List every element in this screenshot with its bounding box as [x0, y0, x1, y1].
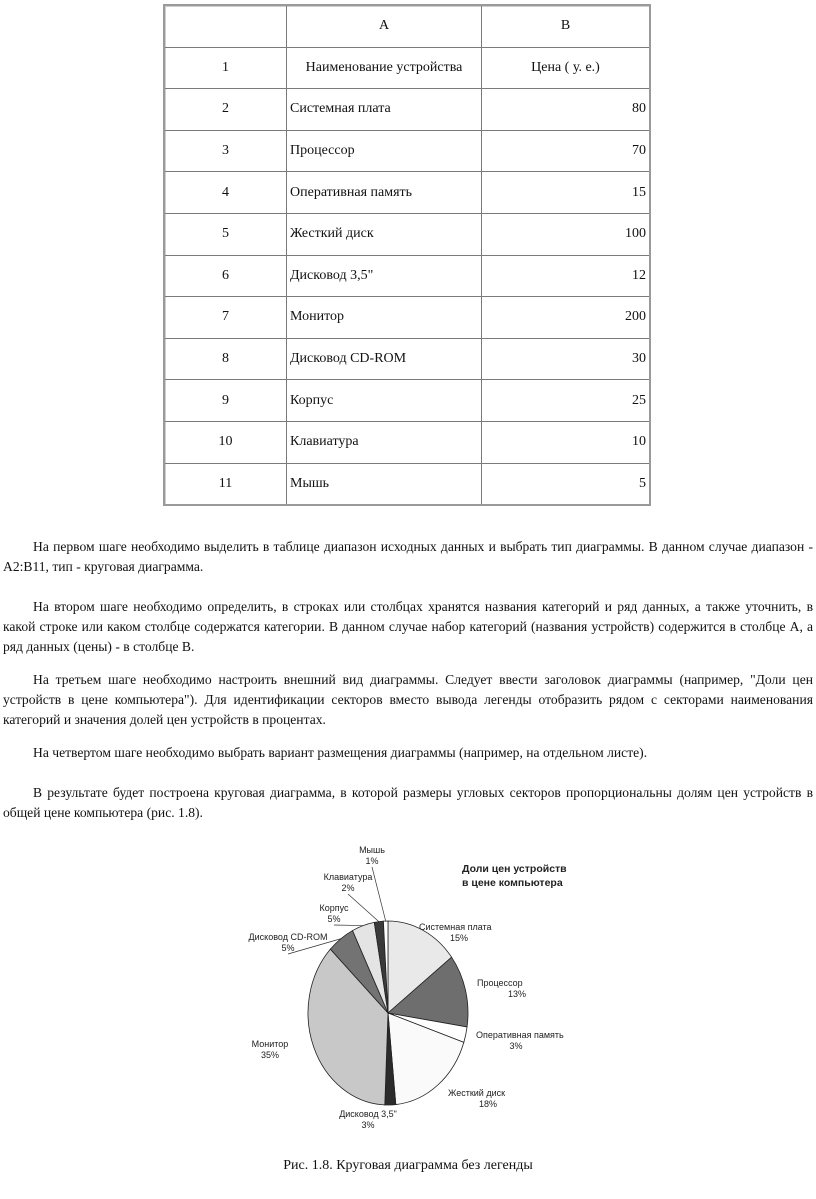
column-header-b: B: [482, 5, 651, 47]
device-price: 5: [482, 463, 651, 505]
slice-percent: 3%: [509, 1041, 523, 1051]
row-number: 7: [164, 297, 287, 339]
slice-label: Монитор: [251, 1039, 289, 1049]
slice-label: Оперативная память: [476, 1030, 564, 1040]
device-price: 200: [482, 297, 651, 339]
device-price: 100: [482, 213, 651, 255]
device-name-header: Наименование устройства: [287, 47, 482, 89]
paragraph-step-2: На втором шаге необходимо определить, в строках или столбцах хранятся названия категорий и ряд данных, а также уточнить, в какой строке или каком столбце содержатся категории. В данном случае набор категорий (названия устройств) содержится в столбце А, а ряд данных (цены) - в столбце В.: [3, 599, 813, 654]
table-row: [164, 172, 650, 214]
device-name: Монитор: [287, 297, 482, 339]
table-row: [164, 338, 650, 380]
table-row: [164, 255, 650, 297]
paragraph-step-3: На третьем шаге необходимо настроить внешний вид диаграммы. Следует ввести заголовок диаграммы (например, "Доли цен устройств в цене компьютера"). Для идентификации секторов вместо вывода легенды отобразить рядом с секторами наименования категорий и значения долей цен устройств в процентах.: [3, 672, 813, 727]
price-header: Цена ( у. е.): [482, 47, 651, 89]
figure-caption: Рис. 1.8. Круговая диаграмма без легенды: [283, 1158, 533, 1173]
paragraph-step-1: На первом шаге необходимо выделить в таблице диапазон исходных данных и выбрать тип диаграммы. В данном случае диапазон - A2:B11, тип - круговая диаграмма.: [3, 539, 813, 574]
table-row: [164, 463, 650, 505]
table-row: [164, 421, 650, 463]
slice-label: Клавиатура: [323, 872, 373, 882]
row-number: 11: [164, 463, 287, 505]
device-name: Клавиатура: [287, 421, 482, 463]
device-name: Системная плата: [287, 89, 482, 131]
chart-title-line-1: Доли цен устройств: [462, 863, 567, 875]
device-price: 25: [482, 380, 651, 422]
slice-label: Дисковод CD-ROM: [248, 932, 328, 942]
slice-label: Дисковод 3,5": [339, 1109, 397, 1119]
slice-percent: 18%: [478, 1099, 498, 1109]
device-name: Мышь: [287, 463, 482, 505]
pie-chart: [230, 835, 590, 1135]
price-table: [163, 4, 651, 506]
paragraph-step-4: На четвертом шаге необходимо выбрать вариант размещения диаграммы (например, на отдельном листе).: [33, 745, 648, 760]
leader-line: [372, 867, 386, 921]
row-number: 10: [164, 421, 287, 463]
device-name: Дисковод 3,5": [287, 255, 482, 297]
slice-percent: 15%: [449, 933, 469, 943]
device-name: Процессор: [287, 130, 482, 172]
device-price: 30: [482, 338, 651, 380]
slice-label: Корпус: [319, 903, 349, 913]
chart-title-line-2: в цене компьютера: [462, 877, 563, 889]
device-price: 70: [482, 130, 651, 172]
row-number: 8: [164, 338, 287, 380]
device-price: 80: [482, 89, 651, 131]
slice-percent: 5%: [281, 943, 295, 953]
corner-cell: [164, 5, 287, 47]
slice-label: Системная плата: [419, 922, 492, 932]
device-price: 15: [482, 172, 651, 214]
leader-line: [348, 894, 379, 922]
leader-line: [334, 925, 363, 926]
device-name: Оперативная память: [287, 172, 482, 214]
slice-label: Мышь: [359, 845, 385, 855]
row-number: 6: [164, 255, 287, 297]
slice-percent: 2%: [341, 883, 355, 893]
row-number: 4: [164, 172, 287, 214]
device-name: Жесткий диск: [287, 213, 482, 255]
device-price: 12: [482, 255, 651, 297]
table-row: [164, 213, 650, 255]
slice-percent: 5%: [327, 914, 341, 924]
slice-percent: 13%: [507, 989, 527, 999]
row-number: 1: [164, 47, 287, 89]
table-row: [164, 380, 650, 422]
table-row: [164, 130, 650, 172]
row-number: 9: [164, 380, 287, 422]
slice-percent: 3%: [361, 1120, 375, 1130]
slice-label: Жесткий диск: [448, 1088, 506, 1098]
slice-percent: 35%: [260, 1050, 280, 1060]
slice-percent: 1%: [365, 856, 379, 866]
device-price: 10: [482, 421, 651, 463]
device-name: Дисковод CD-ROM: [287, 338, 482, 380]
pie-chart-svg: [230, 835, 590, 1135]
row-number: 3: [164, 130, 287, 172]
row-number: 5: [164, 213, 287, 255]
slice-label: Процессор: [477, 978, 523, 988]
table-row: [164, 297, 650, 339]
column-header-a: A: [287, 5, 482, 47]
paragraph-step-5: В результате будет построена круговая диаграмма, в которой размеры угловых секторов пропорциональны долям цен устройств в общей цене компьютера (рис. 1.8).: [3, 785, 813, 820]
device-name: Корпус: [287, 380, 482, 422]
table-row: [164, 89, 650, 131]
row-number: 2: [164, 89, 287, 131]
